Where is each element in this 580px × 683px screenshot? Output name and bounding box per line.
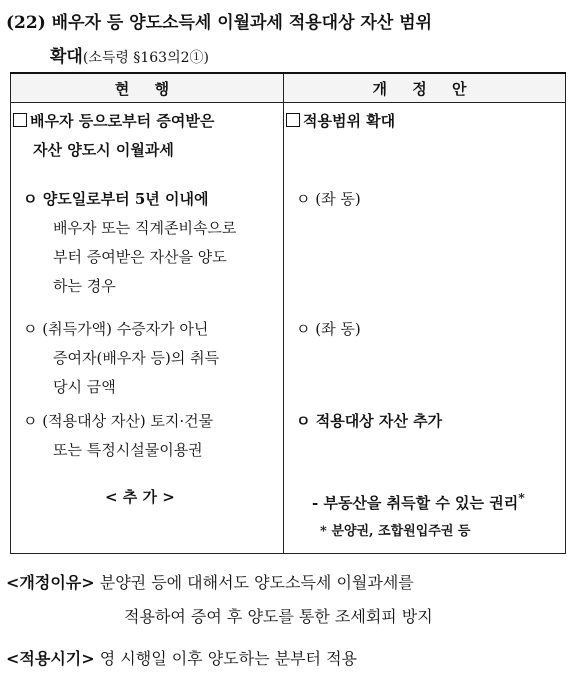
- reason-text-line2: 적용하여 증여 후 양도를 통한 조세회피 방지: [124, 607, 433, 626]
- comparison-table: [10, 72, 566, 554]
- current-item-acquisition: ㅇ (취득가액) 수증자가 아닌 증여자(배우자 등)의 취득 당시 금액: [23, 320, 220, 396]
- title-law-reference: (소득령 §163의2①): [82, 50, 209, 66]
- current-column: [11, 103, 284, 554]
- current-heading-line2: 자산 양도시 이월과세: [33, 141, 174, 159]
- timing-label: <적용시기>: [6, 649, 95, 668]
- revised-footnote: * 분양권, 조합원입주권 등: [320, 524, 471, 539]
- title-line2: 확대: [50, 47, 83, 67]
- revised-item-assets: ㅇ 적용대상 자산 추가: [296, 412, 443, 430]
- title-line1: (22) 배우자 등 양도소득세 이월과세 적용대상 자산 범위: [6, 13, 433, 33]
- current-item-period: ㅇ 양도일로부터 5년 이내에 배우자 또는 직계존비속으로 부터 증여받은 자산을 양도 하는 경우: [23, 190, 237, 295]
- revised-item-acquisition: ㅇ (좌 동): [296, 320, 361, 338]
- revised-added-right: - 부동산을 취득할 수 있는 권리: [312, 494, 519, 512]
- timing-text: 영 시행일 이후 양도하는 분부터 적용: [99, 649, 358, 668]
- section-title: [6, 6, 574, 75]
- revised-column: [284, 103, 566, 554]
- header-current: 현 행: [11, 73, 284, 103]
- revised-heading: 적용범위 확대: [303, 112, 396, 130]
- revision-reason: [6, 566, 574, 634]
- current-item-assets: ㅇ (적용대상 자산) 토지·건물 또는 특정시설물이용권: [23, 412, 214, 459]
- header-revised: 개 정 안: [284, 73, 566, 103]
- current-add-marker: < 추 가 >: [105, 488, 175, 506]
- reason-label: <개정이유>: [6, 573, 95, 592]
- checkbox-square-icon: [286, 113, 300, 127]
- footnote-marker: *: [518, 490, 525, 505]
- effective-date: [6, 642, 574, 676]
- revised-item-period: ㅇ (좌 동): [296, 190, 361, 208]
- reason-text-line1: 분양권 등에 대해서도 양도소득세 이월과세를: [99, 573, 414, 592]
- current-heading-line1: 배우자 등으로부터 증여받은: [30, 112, 215, 130]
- checkbox-square-icon: [13, 113, 27, 127]
